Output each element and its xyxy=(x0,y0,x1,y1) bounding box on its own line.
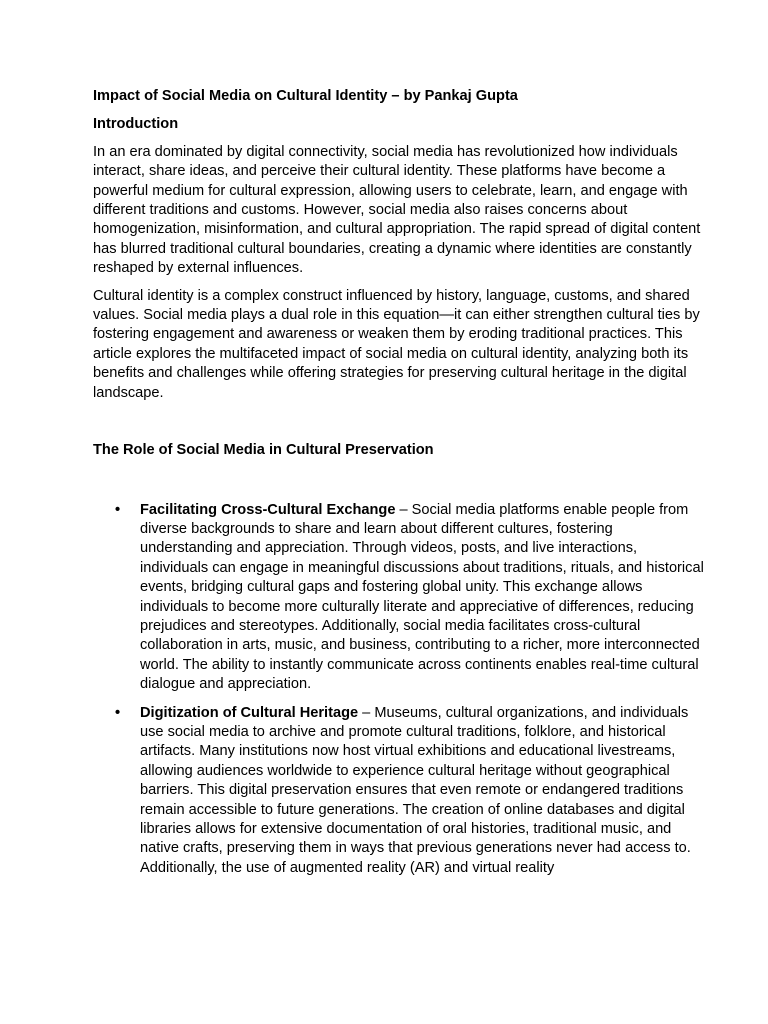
bullet-icon: • xyxy=(115,501,121,518)
section-heading: The Role of Social Media in Cultural Preservation xyxy=(93,442,434,459)
list-item xyxy=(93,704,708,879)
intro-paragraph-1: In an era dominated by digital connectivity, social media has revolutionized how individuals interact, share ideas, and perceive their cultural identity. These platforms have become a powerful medium for cultural expression, allowing users to celebrate, learn, and engage with different traditions and customs. However, social media also raises concerns about homogenization, misinformation, and cultural appropriation. The rapid spread of digital content has blurred traditional cultural boundaries, creating a dynamic where identities are constantly reshaped by external influences. xyxy=(93,143,701,277)
bullet-text: – Museums, cultural organizations, and individuals use social media to archive and promote cultural traditions, folklore, and historical artifacts. Many institutions now host virtual exhibitions and educational livestreams, allowing audiences worldwide to experience cultural heritage without geographical barriers. This digital preservation ensures that even remote or endangered traditions remain accessible to future generations. The creation of online databases and digital libraries allows for extensive documentation of oral histories, traditional music, and native crafts, preserving them in ways that previous generations never had access to. Additionally, the use of augmented reality (AR) and virtual reality xyxy=(140,704,691,876)
bullet-text: – Social media platforms enable people from diverse backgrounds to share and learn about different cultures, fostering understanding and appreciation. Through videos, posts, and live interactions, individuals can engage in meaningful discussions about traditions, rituals, and historical events, bridging cultural gaps and fostering global unity. This exchange allows individuals to become more culturally literate and appreciative of differences, reducing prejudices and stereotypes. Additionally, social media facilitates cross-cultural collaboration in arts, music, and business, contributing to a richer, more interconnected world. The ability to instantly communicate across continents enables real-time cultural dialogue and appreciation. xyxy=(140,501,704,693)
bullet-list xyxy=(93,501,708,879)
intro-paragraph-2: Cultural identity is a complex construct influenced by history, language, customs, and shared values. Social media plays a dual role in this equation—it can either strengthen cultural ties by fostering engagement and awareness or weaken them by eroding traditional practices. This article explores the multifaceted impact of social media on cultural identity, analyzing both its benefits and challenges while offering strategies for preserving cultural heritage in the digital landscape. xyxy=(93,287,700,401)
introduction-heading: Introduction xyxy=(93,116,179,133)
bullet-title: Facilitating Cross-Cultural Exchange xyxy=(140,501,396,518)
bullet-icon: • xyxy=(115,704,121,721)
list-item xyxy=(93,501,708,695)
document-title: Impact of Social Media on Cultural Identity – by Pankaj Gupta xyxy=(93,88,518,104)
bullet-title: Digitization of Cultural Heritage xyxy=(140,704,359,721)
